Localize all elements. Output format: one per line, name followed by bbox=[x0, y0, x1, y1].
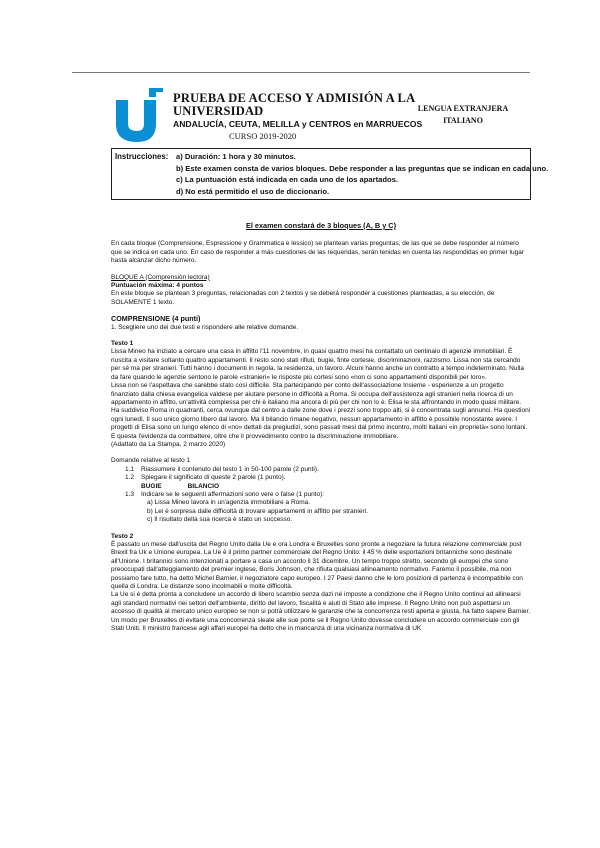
question-item bbox=[111, 466, 531, 474]
testo1-heading: Testo 1 bbox=[111, 340, 134, 348]
true-false-item: a) Lissa Mineo lavora in un'agenzia immobiliare a Roma. bbox=[147, 499, 311, 507]
subject-line2: ITALIANO bbox=[443, 116, 483, 125]
testo2-paragraph: La Ue si è detta pronta a concludere un accordo di libero scambio senza dazi né imposte a condizione che il Regno Unito continui ad allinearsi agli standard normativi nei settori dell'ambiente, diritto del lavoro, fiscalità e aiuti di Stato alle imprese. Il Regno Unito non può aspettarsi un accesso di qualità al mercato unico europeo se non si potrà utilizzare le garanzie che la concorrenza resti aperta e giusta, ha fatto sapere Barnier. Un modo per Bruxelles di evitare una concorrenza sleale alle sue porte se il Regno Unito dovesse concludere un accordo commerciale con gli Stati Uniti. Il ministro francese agli affari europei ha detto che in mancanza di una vicinanza normativa di UK bbox=[111, 591, 531, 633]
instruction-item: b) Este examen consta de varios bloques. Debe responder a las preguntas que se indican en cada uno. bbox=[176, 163, 549, 173]
instructions-label: Instrucciones: bbox=[115, 152, 169, 161]
exam-title-line1: PRUEBA DE ACCESO Y ADMISIÓN A LA bbox=[173, 91, 416, 105]
block-a-description: En este bloque se plantean 3 preguntas, relacionadas con 2 textos y se deberá responder a cuestiones planteadas, a su elección, de SOLAMENTE 1 texto. bbox=[111, 290, 495, 306]
block-a-score: Puntuación máxima: 4 puntos bbox=[111, 282, 204, 290]
subject-line1: LENGUA EXTRANJERA bbox=[417, 104, 509, 113]
exam-region: ANDALUCÍA, CEUTA, MELILLA y CENTROS en MARRUECOS bbox=[173, 119, 423, 129]
exam-course: CURSO 2019-2020 bbox=[229, 131, 297, 141]
vocab-words bbox=[111, 483, 531, 491]
question-number: 1.3 bbox=[125, 490, 135, 498]
testo1-paragraph: Lissa Mineo ha iniziato a cercare una casa in affitto l'11 novembre, in quasi quattro mesi ha contattato un centinaio di agenzie immobiliari. È riuscita a visitare soltanto quattro appartamenti. Il resto sono stati rifiuti, bugie, finte cortesie, discriminazioni, razzismo. Lissa non sta cercando per sé ma per stranieri. Tutti hanno i documenti in regola, la residenza, un lavoro. Alcuni hanno anche un contratto a tempo indeterminato. Nulla da fare quando le agenzie sentono le parole «stranieri» le risposte più cortesi sono «non ci sono appartamenti disponibili per loro». bbox=[111, 348, 524, 381]
university-logo-icon bbox=[111, 88, 163, 142]
exam-header bbox=[111, 88, 531, 148]
exam-content bbox=[111, 222, 531, 633]
top-rule bbox=[72, 72, 530, 73]
true-false-item: b) Lei è sorpresa dalle difficoltà di trovare appartamenti in affitto per stranieri. bbox=[147, 507, 368, 515]
question-text: Indicare se le seguenti affermazioni sono vere o false (1 punto): bbox=[141, 490, 325, 498]
blocks-heading: El examen constará de 3 bloques (A, B y C) bbox=[245, 221, 397, 230]
question-item bbox=[111, 491, 531, 499]
testo1-source: (Adattato da La Stampa, 2 marzo 2020) bbox=[111, 440, 226, 448]
exam-subject bbox=[403, 103, 523, 127]
intro-paragraph: En cada bloque (Comprensione, Espressione y Grammatica e lessico) se plantean varias preguntas, de las que se debe responder al número que se indica en cada uno. En caso de responder a más cuestiones de las requeridas, serán tenidas en cuenta las respondidas en primer lugar hasta alcanzar dicho número. bbox=[111, 240, 525, 265]
comprensione-instruction: 1. Scegliere uno dei due testi e rispondere alle relative domande. bbox=[111, 323, 299, 331]
block-a-title: BLOQUE A (Comprensión lectora) bbox=[111, 273, 210, 281]
comprensione-heading: COMPRENSIONE (4 punti) bbox=[111, 314, 201, 324]
question-text: Riassumere il contenuto del testo 1 in 50-100 parole (2 punti). bbox=[141, 465, 319, 473]
testo2-heading: Testo 2 bbox=[111, 532, 134, 540]
true-false-item: c) Il risultato della sua ricerca è stato un successo. bbox=[147, 516, 293, 524]
testo2-paragraph: È passato un mese dall'uscita del Regno Unito dalla Ue e ora Londra e Bruxelles sono pronte a negoziare la futura relazione commerciale post Brexit fra Uk e Unione europea. La Ue è il primo partner commerciale del Regno Unito: il 45 % delle esportazioni britanniche sono destinate all'Unione. I britannici sono intenzionati a portare a casa un accordo il 31 dicembre. Un tempo troppo stretto, secondo gli europei che sono preoccupati dall'atteggiamento del premier inglese, Boris Johnson, che rifiuta qualsiasi allineamento normativo. Faremo il possibile, ma non possiamo fare tutto, ha detto Michel Barnier, il negoziatore capo europeo. I 27 Paesi danno che le loro posizioni di partenza è incompatibile con quella di Londra. Le distanze sono incolmabili e molte difficoltà. bbox=[111, 541, 523, 591]
instruction-item: d) No está permitido el uso de diccionario. bbox=[176, 186, 330, 196]
instruction-item: c) La puntuación está indicada en cada uno de los apartados. bbox=[176, 175, 398, 185]
question-number: 1.1 bbox=[125, 465, 135, 473]
domande1-heading: Domande relative al testo 1 bbox=[111, 457, 191, 465]
exam-title bbox=[173, 92, 415, 118]
instruction-item: a) Duración: 1 hora y 30 minutos. bbox=[176, 152, 296, 161]
vocab-word: BILANCIO bbox=[187, 482, 220, 490]
question-number: 1.2 bbox=[125, 474, 135, 482]
exam-title-line2: UNIVERSIDAD bbox=[173, 104, 264, 118]
testo1-paragraph: Lissa non se l'aspettava che sarebbe stato così difficile. Sta partecipando per conto dell'associazione Insieme - esperienze a un progetto finanziato dalla chiesa evangelica valdese per aiutare persone in difficoltà a Roma. Si occupa dell'assistenza agli stranieri nella ricerca di un appartamento in affitto, un'attività complessa per chi è italiano ma ancora di più per chi non lo è. Elisa le sta affrontando in modo quasi militare. Ha suddiviso Roma in quadranti, cerca ovunque dal centro a dalle zone dove i prezzi sono troppo alti, si è concentrata sugli annunci. Ha questioni ogni lunedì. Il suo unico giorno libero dal lavoro. Ma il bilancio rimane negativo, nessun appartamento in affitto è possibile nonostante avere. I progetti di Elisa sono un lungo elenco di «no» dettati da pregiudizi, sono passati mesi dal primo incontro, molti italiani «in proprietà» sono lontani. E questa l'evidenza da combattere, oltre che il provvedimento contro la discriminazione immobiliare. bbox=[111, 382, 531, 440]
instructions-list bbox=[176, 151, 548, 197]
vocab-word: BUGIE bbox=[141, 482, 162, 490]
question-text: Spiegare il significato di queste 2 parole (1 punto). bbox=[141, 474, 286, 482]
question-item bbox=[111, 474, 531, 482]
